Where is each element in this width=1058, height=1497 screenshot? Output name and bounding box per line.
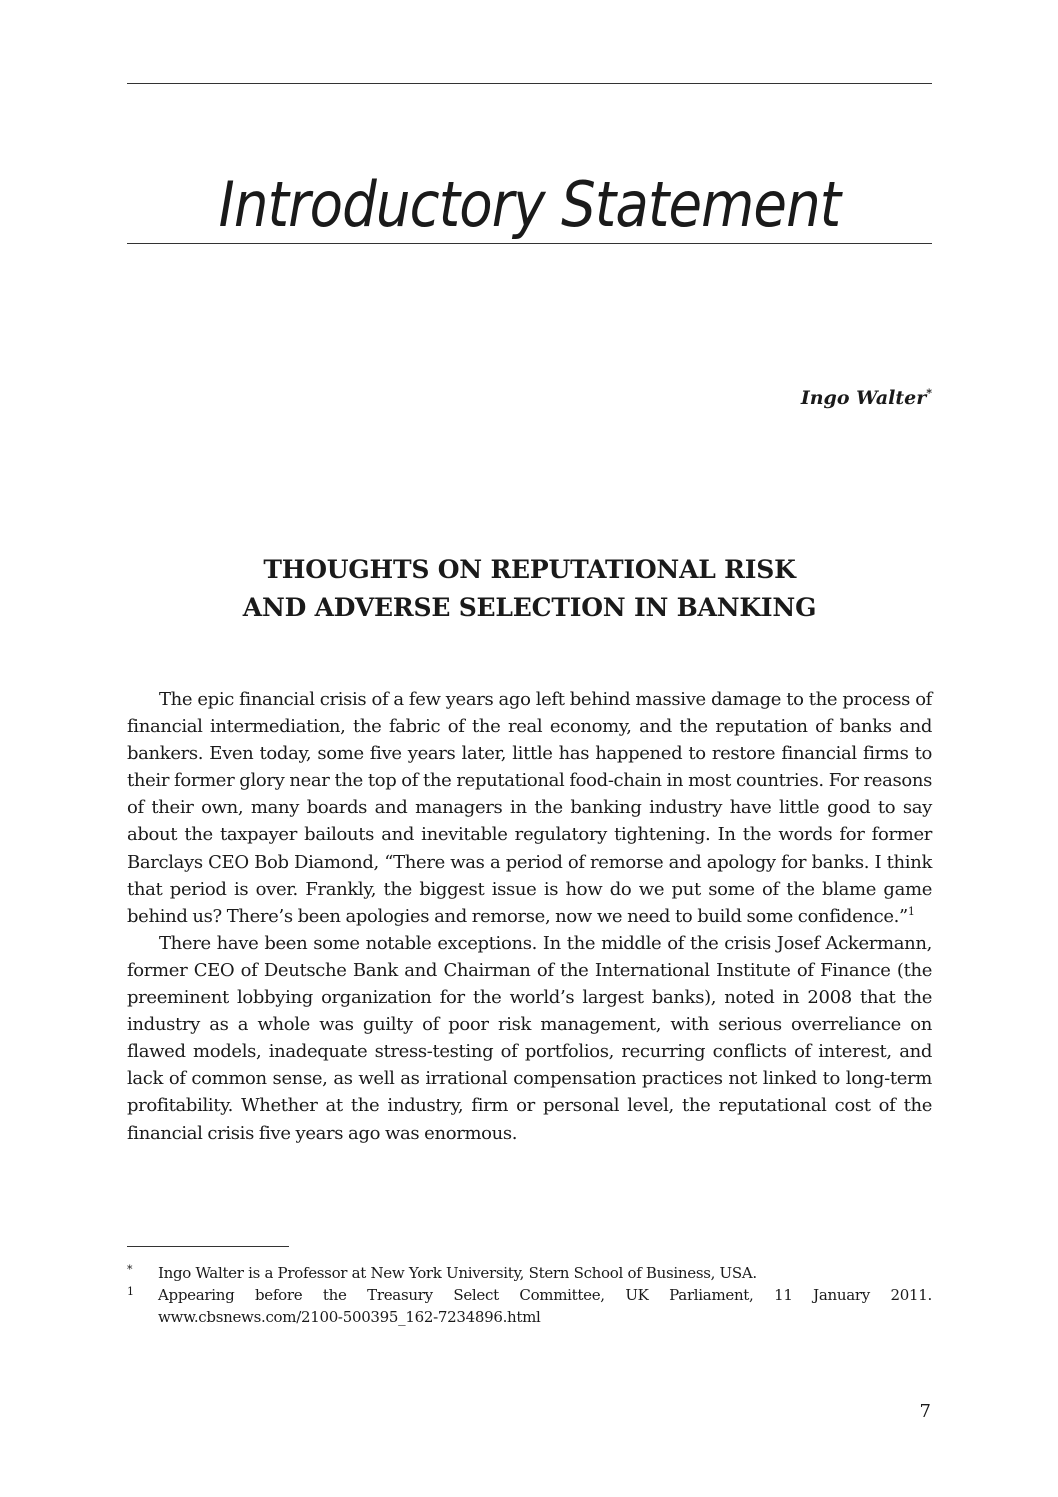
- footnote-mark: 1: [127, 1285, 134, 1298]
- footnote-separator: [127, 1246, 289, 1247]
- footnote: [127, 1284, 932, 1328]
- author-byline: [801, 386, 932, 410]
- title-bottom-rule: [127, 243, 932, 244]
- footnote-mark: *: [127, 1263, 133, 1276]
- paragraph: [127, 686, 932, 930]
- chapter-title: Introductory Statement: [218, 167, 841, 241]
- footnote-text: Ingo Walter is a Professor at New York University, Stern School of Business, USA.: [158, 1264, 757, 1282]
- page-number: 7: [919, 1401, 931, 1422]
- article-title: [127, 551, 932, 627]
- footnotes: [127, 1262, 932, 1328]
- paragraph-text: The epic financial crisis of a few years ago left behind massive damage to the process of financial intermediation, the fabric of the real economy, and the reputation of banks and bankers. Even today, some five years later, little has happened to restore financial firms to their former glory near the top of the reputational food-chain in most countries. For reasons of their own, many boards and managers in the banking industry have little good to say about the taxpayer bailouts and inevitable regulatory tightening. In the words for former Barclays CEO Bob Diamond, “There was a period of remorse and apology for banks. I think that period is over. Frankly, the biggest issue is how do we put some of the blame game behind us? There’s been apologies and remorse, now we need to build some confidence.”: [127, 689, 932, 927]
- footnote-reference: 1: [907, 904, 915, 918]
- top-rule: [127, 83, 932, 84]
- article-title-line: AND ADVERSE SELECTION IN BANKING: [242, 592, 817, 622]
- paragraph-text: There have been some notable exceptions. In the middle of the crisis Josef Ackermann, former CEO of Deutsche Bank and Chairman of the International Institute of Finance (the preeminent lobbying organization for the world’s largest banks), noted in 2008 that the industry as a whole was guilty of poor risk management, with serious overreliance on flawed models, inadequate stress-testing of portfolios, recurring conflicts of interest, and lack of common sense, as well as irrational compensation practices not linked to long-term profitability. Whether at the industry, firm or personal level, the reputational cost of the financial crisis five years ago was enormous.: [127, 932, 932, 1144]
- author-footnote-mark: *: [926, 386, 932, 400]
- article-body: [127, 686, 932, 1147]
- footnote-text: Appearing before the Treasury Select Committee, UK Parliament, 11 January 2011. www.cbsnews.com/2100-500395_162-7234896.html: [158, 1286, 932, 1326]
- article-title-line: THOUGHTS ON REPUTATIONAL RISK: [263, 554, 796, 584]
- footnote: [127, 1262, 932, 1284]
- author-name: Ingo Walter: [800, 387, 927, 409]
- paragraph: [127, 930, 932, 1147]
